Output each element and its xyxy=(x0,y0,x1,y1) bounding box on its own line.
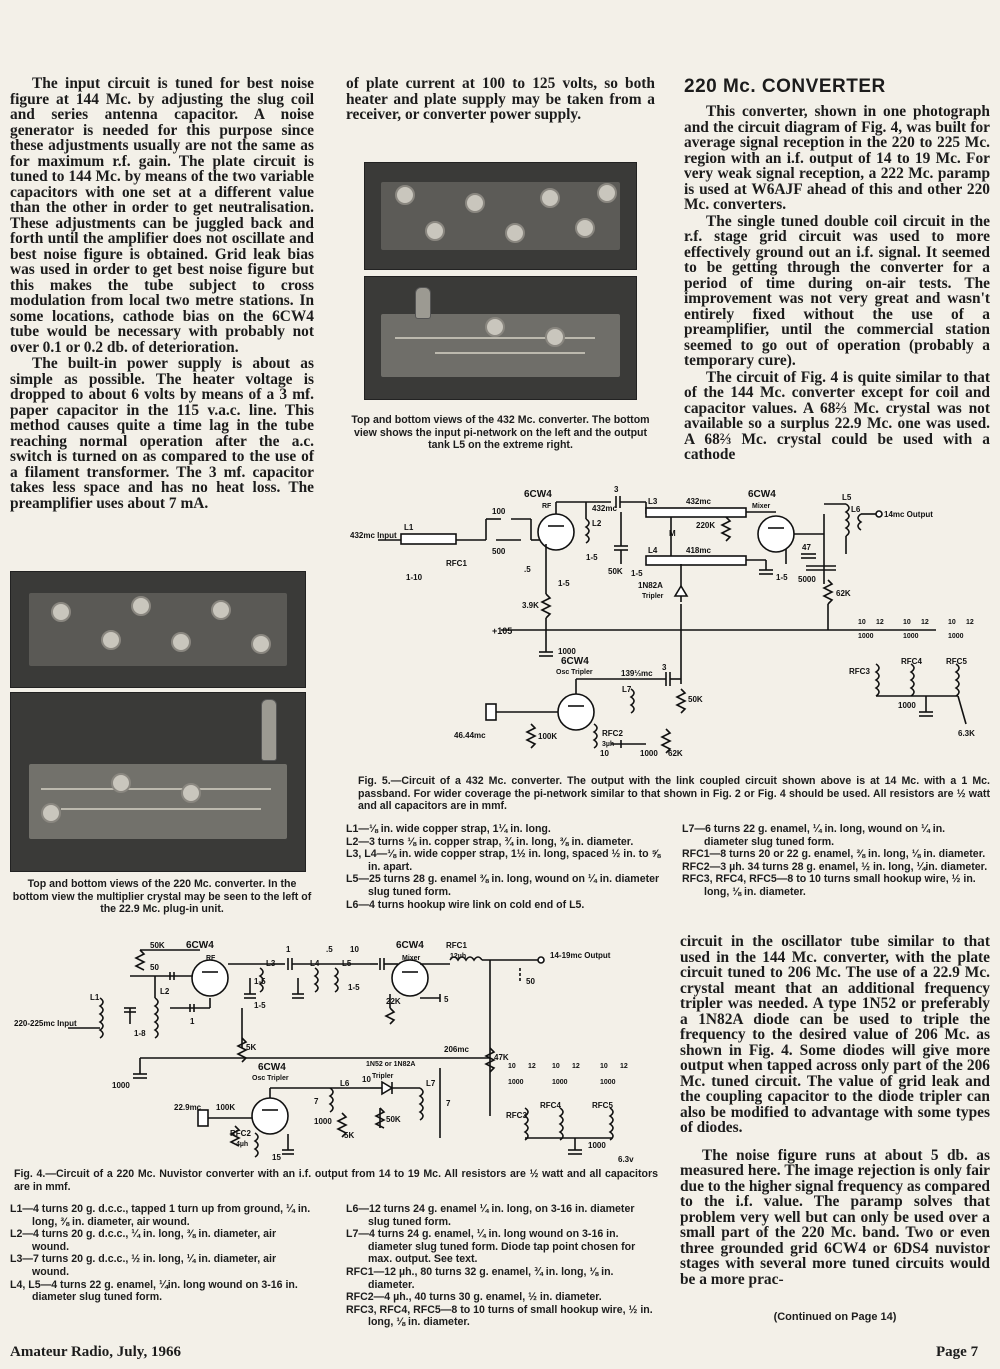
fig5-parts-right xyxy=(682,823,990,899)
fig5-label: RFC3 xyxy=(849,667,870,676)
parts-item: RFC1—12 µh., 80 turns 32 g. enamel, ¾ in. long, ⅛ in. diameter. xyxy=(346,1265,614,1291)
fig5-label: 12 xyxy=(921,619,929,626)
fig4-label: 206mc xyxy=(444,1045,469,1054)
fig4-parts-right xyxy=(346,1203,656,1329)
column1-text xyxy=(10,76,314,512)
fig5-label: RFC4 xyxy=(901,657,922,666)
fig4-label: L3 xyxy=(266,959,276,968)
fig5-label: 14mc Output xyxy=(884,510,933,519)
fig5-label: RFC5 xyxy=(946,657,967,666)
fig4-label: 1-5 xyxy=(254,1001,266,1010)
fig4-label: 14-19mc Output xyxy=(550,951,611,960)
fig5-label: 62K xyxy=(668,749,683,758)
fig4-label: 22K xyxy=(386,997,401,1006)
fig5-label: L2 xyxy=(592,519,602,528)
fig5-label: 1-5 xyxy=(631,569,643,578)
fig4-label: 1000 xyxy=(508,1079,524,1086)
fig4-label: 1-8 xyxy=(134,1029,146,1038)
photo-220-top-view xyxy=(10,571,306,688)
parts-item: L3—7 turns 20 g. d.c.c., ½ in. long, ¼ in. diameter, air wound. xyxy=(10,1253,277,1278)
photo-220-caption: Top and bottom views of the 220 Mc. converter. In the bottom view the multiplier crystal may be seen to the left of the 22.9 Mc. plug-in unit. xyxy=(12,878,312,916)
fig5-label: 1N82A xyxy=(638,581,663,590)
fig5-label: L1 xyxy=(404,523,414,532)
fig5-label: 500 xyxy=(492,547,506,556)
fig4-label: 47K xyxy=(494,1053,509,1062)
fig5-label: L6 xyxy=(851,505,861,514)
continued-note: (Continued on Page 14) xyxy=(773,1311,897,1323)
fig4-label: 5K xyxy=(246,1043,257,1052)
paragraph: The input circuit is tuned for best noise figure at 144 Mc. by adjusting the slug coil and series antenna capacitor. A noise generator is needed for this purpose since these adjustments usually are not the same as for maximum r.f. gain. The plate circuit is tuned to 144 Mc. by means of the two variable capacitors with one set at a different value than the other in order to get neutralisation. These adjustments can be juggled back and forth until the amplifier does not oscillate and best noise figure is obtained. Grid leak bias was used in order to get best noise figure but this makes the tube subject to cross modulation from local two metre stations. In some locations, cathode bias on the 6CW4 tube would be necessary with probably not over 0.1 or 0.2 db. of deterioration. xyxy=(10,75,314,356)
fig4-label: 12 xyxy=(528,1063,536,1070)
fig4-label: 10 xyxy=(350,945,359,954)
fig4-label: 6CW4 xyxy=(258,1062,286,1073)
parts-item: L1—⅛ in. wide copper strap, 1¼ in. long. xyxy=(346,823,551,835)
fig4-label: L2 xyxy=(160,987,170,996)
fig4-label: 1000 xyxy=(314,1117,332,1126)
fig5-label: 10 xyxy=(903,619,911,626)
paragraph: The circuit of Fig. 4 is quite similar to that of the 144 Mc. converter except for coil and capacitor values. A 68⅔ Mc. crystal was not available so a surplus 22.9 Mc. one was used. A 68⅔ Mc. crystal could be used with a cathode xyxy=(684,368,990,463)
fig4-label: RF xyxy=(206,955,216,962)
fig5-label: 1000 xyxy=(558,647,576,656)
fig5-label: L7 xyxy=(622,685,632,694)
fig4-label: RFC5 xyxy=(592,1101,613,1110)
parts-item: L1—4 turns 20 g. d.c.c., tapped 1 turn up from ground, ¼ in. long, ⅜ in. diameter, air wound. xyxy=(10,1203,311,1228)
fig5-label: 1000 xyxy=(898,701,916,710)
fig4-label: 1 xyxy=(286,945,291,954)
parts-item: RFC1—8 turns 20 or 22 g. enamel, ⅜ in. long, ⅛ in. diameter. xyxy=(682,848,986,861)
fig4-label: 1 xyxy=(190,1017,195,1026)
fig5-label: 1000 xyxy=(948,633,964,640)
fig5-label: 10 xyxy=(858,619,866,626)
parts-item: RFC3, RFC4, RFC5—8 to 10 turns of small hookup wire, ½ in. long, ⅛ in. diameter. xyxy=(346,1303,653,1329)
fig4-label: 15 xyxy=(272,1153,281,1162)
fig5-label: 6CW4 xyxy=(748,489,776,500)
paragraph: This converter, shown in one photograph and the circuit diagram of Fig. 4, was built for average signal reception in the 220 to 225 Mc. region with an i.f. output of 14 to 19 Mc. For very weak signal reception, a 222 Mc. paramp is used at W6AJF ahead of this and other 220 Mc. converters. xyxy=(684,103,990,213)
fig4-label: 10 xyxy=(508,1063,516,1070)
fig5-label: 100 xyxy=(492,507,506,516)
fig5-label: 6.3K xyxy=(958,729,975,738)
column3-text xyxy=(684,104,990,464)
fig5-label: 3 xyxy=(662,663,667,672)
fig4-label: 4µh xyxy=(236,1141,249,1148)
fig4-label: 1-5 xyxy=(254,977,266,986)
fig5-label: 1-5 xyxy=(776,573,788,582)
fig5-label: 6CW4 xyxy=(524,489,552,500)
parts-item: L5—25 turns 28 g. enamel ⅜ in. long, wound on ¼ in. diameter slug tuned form. xyxy=(346,873,660,898)
parts-item: L2—3 turns ⅛ in. copper strap, ¾ in. long, ⅜ in. diameter. xyxy=(346,835,634,848)
parts-item: L7—4 turns 24 g. enamel, ¼ in. long wound on 3-16 in. diameter slug tuned form. Diode tap point chosen for max. output. See text. xyxy=(346,1228,636,1266)
fig5-label: 3µh xyxy=(602,741,615,748)
fig5-label: .5 xyxy=(524,565,531,574)
paragraph: The single tuned double coil circuit in the r.f. stage grid circuit was used to more effectively ground out an i.f. signal. It seemed to be getting through the converter for a period of time during on-air tests. The improvement was not very great and wasn't entirely fixed without the use of a preamplifier, until the commercial station seemed to go out of operation (probably a temporary cure). xyxy=(684,212,990,369)
fig4-label: 50 xyxy=(150,963,159,972)
fig4-label: RFC2 xyxy=(230,1129,251,1138)
parts-item: RFC2—3 µh. 34 turns 28 g. enamel, ½ in. long, ¼in. diameter. xyxy=(682,860,988,873)
fig5-label: 10 xyxy=(600,749,609,758)
fig5-label: 3.9K xyxy=(522,601,539,610)
fig5-label: M xyxy=(669,529,676,538)
parts-item: L2—4 turns 20 g. d.c.c., ¼ in. long, ⅜ in. diameter, air wound. xyxy=(10,1228,277,1253)
fig4-label: 10 xyxy=(362,1075,371,1084)
fig5-label: 1000 xyxy=(640,749,658,758)
fig4-label: L1 xyxy=(90,993,100,1002)
fig4-label: 1000 xyxy=(552,1079,568,1086)
fig4-label: 10 xyxy=(600,1063,608,1070)
fig5-label: Tripler xyxy=(642,593,664,600)
footer-publication: Amateur Radio, July, 1966 xyxy=(10,1344,181,1360)
fig5-label: 6CW4 xyxy=(561,656,589,667)
fig4-label: 22.9mc xyxy=(174,1103,202,1112)
footer-page-number: Page 7 xyxy=(936,1344,979,1360)
fig5-label: 47 xyxy=(802,543,811,552)
fig5-label: Mixer xyxy=(752,503,771,510)
parts-item: RFC2—4 µh., 40 turns 30 g. enamel, ½ in. diameter. xyxy=(346,1291,602,1304)
fig5-label: 62K xyxy=(836,589,851,598)
fig4-label: RFC1 xyxy=(446,941,467,950)
photo-220-bottom-view xyxy=(10,692,306,872)
fig5-label: RFC1 xyxy=(446,559,467,568)
fig4-label: 5K xyxy=(344,1131,355,1140)
fig4-label: Osc Tripler xyxy=(252,1075,289,1082)
fig5-label: L5 xyxy=(842,493,852,502)
fig4-label: 7 xyxy=(314,1097,319,1106)
fig4-label: L7 xyxy=(426,1079,436,1088)
fig5-label: 5000 xyxy=(798,575,816,584)
fig4-label: 6.3v xyxy=(618,1155,634,1164)
fig5-label: 12 xyxy=(876,619,884,626)
fig4-label: 1000 xyxy=(600,1079,616,1086)
fig5-label: 432mc xyxy=(686,497,711,506)
fig4-label: 50K xyxy=(150,941,165,950)
parts-item: L6—4 turns hookup wire link on cold end of L5. xyxy=(346,898,585,911)
parts-item: L3, L4—⅛ in. wide copper strap, 1½ in. long, spaced ½ in. to ⅝ in. apart. xyxy=(346,848,661,873)
fig5-label: 1000 xyxy=(903,633,919,640)
section-heading: 220 Mc. CONVERTER xyxy=(684,76,886,97)
fig5-parts-left xyxy=(346,823,662,911)
fig4-label: 10 xyxy=(552,1063,560,1070)
fig5-label: 10 xyxy=(948,619,956,626)
fig5-label: 50K xyxy=(608,567,623,576)
fig5-label: 3 xyxy=(614,485,619,494)
fig5-label: 100K xyxy=(538,732,558,741)
fig5-label: 12 xyxy=(966,619,974,626)
fig4-caption: Fig. 4.—Circuit of a 220 Mc. Nuvistor converter with an i.f. output from 14 to 19 Mc. All resistors are ½ watt and all capacitors are in mmf. xyxy=(14,1168,658,1193)
paragraph: The built-in power supply is about as simple as possible. The heater voltage is dropped to about 6 volts by means of a 3 mf. paper capacitor in the 115 v.a.c. line. This method causes quite a time lag in the tube reaching normal operation after the a.c. switch is turned on as compared to the use of a filament transformer. The 3 mf. capacitor takes less space and has no heat loss. The preamplifier uses about 7 mA. xyxy=(10,355,314,512)
fig4-label: RFC3 xyxy=(506,1111,527,1120)
fig4-label: 100K xyxy=(216,1103,236,1112)
fig4-label: 1-5 xyxy=(348,983,360,992)
parts-item: L4, L5—4 turns 22 g. enamel, ¼in. long wound on 3-16 in. diameter slug tuned form. xyxy=(10,1278,298,1304)
fig5-label: 50K xyxy=(688,695,703,704)
fig4-label: 12µh xyxy=(450,953,467,960)
column3-bottom-text xyxy=(680,934,990,1288)
fig5-label: 1000 xyxy=(858,633,874,640)
fig5-label: 432mc xyxy=(592,504,617,513)
fig4-label: Mixer xyxy=(402,955,421,962)
paragraph: The noise figure runs at about 5 db. as measured here. The image rejection is only fair due to the higher signal frequency as compared to the i.f. value. The paramp solves that problem very well but can only be used over a small part of the 220 Mc. band. Two or even three grounded grid 6CW4 or 6DS4 nuvistor stages with several more tuned circuits would be a more prac- xyxy=(680,1146,990,1288)
fig5-caption: Fig. 5.—Circuit of a 432 Mc. converter. The output with the link coupled circuit shown above is at 14 Mc. with a 1 Mc. passband. For wider coverage the pi-network similar to that shown in Fig. 2 or Fig. 4 should be used. All resistors are ½ watt and all capacitors are in mmf. xyxy=(358,775,990,813)
paragraph: of plate current at 100 to 125 volts, so both heater and plate supply may be taken from a receiver, or converter power supply. xyxy=(346,75,655,123)
parts-item: L7—6 turns 22 g. enamel, ¼ in. long, wound on ¼ in. diameter slug tuned form. xyxy=(682,823,946,848)
fig4-schematic xyxy=(10,938,660,1166)
fig4-parts-left xyxy=(10,1203,316,1304)
fig4-label: 12 xyxy=(572,1063,580,1070)
fig5-label: 1-5 xyxy=(586,553,598,562)
paragraph: circuit in the oscillator tube similar to that used in the 144 Mc. converter, with the plate circuit tuned to 206 Mc. The use of a 22.9 Mc. crystal meant that an additional frequency tripler was needed. A type 1N52 or preferably a 1N82A diode can be used to triple the frequency to the desired value of 206 Mc. as shown in Fig. 4. Some diodes will give more output when tapped across only part of the 206 Mc. tuned circuit. The value of grid leak and the coupling capacitor to the diode tripler can also be modified to advantage with some types of diodes. xyxy=(680,933,990,1136)
fig4-label: 6CW4 xyxy=(186,940,214,951)
parts-item: RFC3, RFC4, RFC5—8 to 10 turns small hookup wire, ½ in. long, ⅛ in. diameter. xyxy=(682,873,976,898)
photo-432-top-view xyxy=(364,162,637,270)
fig4-label: 5 xyxy=(444,995,449,1004)
fig4-label: 220-225mc Input xyxy=(14,1019,77,1028)
fig4-label: L6 xyxy=(340,1079,350,1088)
fig4-label: 6CW4 xyxy=(396,940,424,951)
fig4-label: 50K xyxy=(386,1115,401,1124)
column2-text xyxy=(346,76,655,124)
fig4-label: Tripler xyxy=(372,1073,394,1080)
fig5-label: Osc Tripler xyxy=(556,669,593,676)
fig4-label: RFC4 xyxy=(540,1101,561,1110)
fig4-label: 1000 xyxy=(588,1141,606,1150)
parts-item: L6—12 turns 24 g. enamel ¼ in. long, on 3-16 in. diameter slug tuned form. xyxy=(346,1203,635,1228)
fig4-label: 50 xyxy=(526,977,535,986)
fig5-label: 139⅓mc xyxy=(621,669,653,678)
fig5-label: L4 xyxy=(648,546,658,555)
fig4-label: L5 xyxy=(342,959,352,968)
fig5-label: 1-10 xyxy=(406,573,423,582)
fig4-label: .5 xyxy=(326,945,333,954)
fig5-label: 418mc xyxy=(686,546,711,555)
photo-432-caption: Top and bottom views of the 432 Mc. converter. The bottom view shows the input pi-network on the left and the output tank L5 on the extreme right. xyxy=(351,414,650,452)
fig4-label: 1N52 or 1N82A xyxy=(366,1061,416,1068)
fig4-label: L4 xyxy=(310,959,320,968)
fig4-label: 1000 xyxy=(112,1081,130,1090)
photo-432-bottom-view xyxy=(364,276,637,400)
fig5-label: 432mc Input xyxy=(350,531,397,540)
fig5-label: RF xyxy=(542,503,552,510)
fig5-label: +105 xyxy=(492,626,513,636)
fig5-label: 1-5 xyxy=(558,579,570,588)
fig5-label: RFC2 xyxy=(602,729,623,738)
fig5-label: 220K xyxy=(696,521,716,530)
fig5-label: 46.44mc xyxy=(454,731,486,740)
fig5-schematic xyxy=(346,484,996,772)
fig4-label: 7 xyxy=(446,1099,451,1108)
fig5-label: L3 xyxy=(648,497,658,506)
fig4-label: 12 xyxy=(620,1063,628,1070)
